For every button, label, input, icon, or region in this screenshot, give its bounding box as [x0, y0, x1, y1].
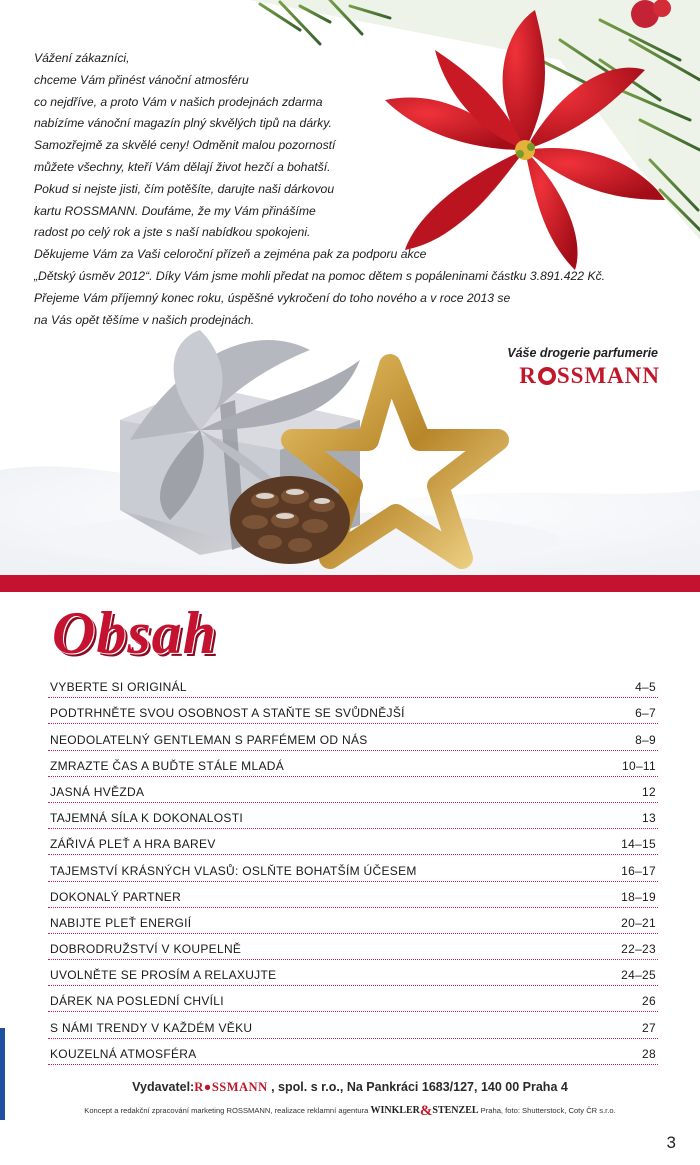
toc-title: PODTRHNĚTE SVOU OSOBNOST A STAŇTE SE SVŮDNĚJŠÍ — [50, 706, 405, 721]
toc-pages: 20–21 — [621, 915, 656, 930]
publisher-address: , spol. s r.o., Na Pankráci 1683/127, 140 00 Praha 4 — [271, 1080, 568, 1094]
logo-text-left: R — [519, 363, 537, 388]
letter-line: kartu ROSSMANN. Doufáme, že my Vám přinášíme — [34, 203, 316, 218]
agency-ampersand: & — [419, 1103, 433, 1119]
toc-row[interactable] — [48, 672, 658, 698]
toc-pages: 14–15 — [621, 837, 656, 852]
toc-title: TAJEMSTVÍ KRÁSNÝCH VLASŮ: OSLŇTE BOHATŠÍM ÚČESEM — [50, 863, 417, 878]
toc-pages: 13 — [642, 811, 656, 826]
greeting-letter — [34, 48, 654, 331]
publisher-logo-left: R — [194, 1080, 204, 1094]
toc-title: KOUZELNÁ ATMOSFÉRA — [50, 1046, 197, 1061]
page-number: 3 — [666, 1133, 676, 1152]
letter-line: Přejeme Vám příjemný konec roku, úspěšné vykročení do toho nového a v roce 2013 se — [34, 290, 511, 305]
letter-line: na Vás opět těšíme v našich prodejnách. — [34, 312, 255, 327]
letter-line: Samozřejmě za skvělé ceny! Odměnit malou pozorností — [34, 138, 336, 153]
logo-text-right: SSMANN — [556, 363, 660, 388]
letter-line: co nejdříve, a proto Vám v našich prodejnách zdarma — [34, 94, 323, 109]
toc-title: UVOLNĚTE SE PROSÍM A RELAXUJTE — [50, 968, 277, 983]
toc-pages: 16–17 — [621, 863, 656, 878]
table-of-contents — [48, 672, 658, 1065]
publisher-logo: R●SSMANN — [194, 1080, 268, 1094]
toc-title: ZMRAZTE ČAS A BUĎTE STÁLE MLADÁ — [50, 758, 285, 773]
rossmann-logo — [519, 363, 660, 389]
toc-title: JASNÁ HVĚZDA — [50, 784, 145, 799]
toc-row[interactable] — [48, 882, 658, 908]
toc-pages: 10–11 — [622, 758, 656, 773]
toc-row[interactable] — [48, 960, 658, 986]
red-divider-band — [0, 575, 700, 592]
letter-line: chceme Vám přinést vánoční atmosféru — [34, 72, 249, 87]
toc-title: NEODOLATELNÝ GENTLEMAN S PARFÉMEM OD NÁS — [50, 732, 368, 747]
toc-pages: 6–7 — [635, 706, 656, 721]
agency-name-b: STENZEL — [432, 1105, 479, 1116]
toc-row[interactable] — [48, 777, 658, 803]
toc-row[interactable] — [48, 908, 658, 934]
toc-title: DÁREK NA POSLEDNÍ CHVÍLI — [50, 994, 224, 1009]
letter-line: „Dětský úsměv 2012“. Díky Vám jsme mohli předat na pomoc dětem s popáleninami částku 3.891.422 Kč. — [34, 268, 606, 283]
letter-line: můžete všechny, kteří Vám dělají život hezčí a bohatší. — [34, 159, 331, 174]
toc-pages: 12 — [642, 784, 656, 799]
contents-heading: Obsah — [52, 600, 218, 666]
toc-row[interactable] — [48, 803, 658, 829]
publisher-logo-right: SSMANN — [211, 1080, 268, 1094]
toc-pages: 18–19 — [621, 889, 656, 904]
toc-title: ZÁŘIVÁ PLEŤ A HRA BAREV — [50, 837, 216, 852]
toc-pages: 8–9 — [635, 732, 656, 747]
toc-title: DOKONALÝ PARTNER — [50, 889, 182, 904]
toc-row[interactable] — [48, 934, 658, 960]
letter-line: Děkujeme Vám za Vaši celoroční přízeň a zejména pak za podporu akce — [34, 247, 427, 262]
toc-pages: 22–23 — [621, 942, 656, 957]
toc-title: DOBRODRUŽSTVÍ V KOUPELNĚ — [50, 942, 242, 957]
credits-prefix: Koncept a redakční zpracování marketing ROSSMANN, realizace reklamní agentura — [84, 1106, 369, 1115]
publisher-prefix: Vydavatel: — [132, 1080, 195, 1094]
toc-row[interactable] — [48, 855, 658, 881]
toc-row[interactable] — [48, 1012, 658, 1038]
toc-row[interactable] — [48, 1039, 658, 1065]
letter-line: Vážení zákazníci, — [34, 51, 130, 65]
toc-pages: 4–5 — [635, 680, 656, 695]
pine-cone — [230, 476, 350, 564]
toc-row[interactable] — [48, 986, 658, 1012]
toc-pages: 24–25 — [621, 968, 656, 983]
toc-row[interactable] — [48, 724, 658, 750]
toc-pages: 27 — [642, 1020, 656, 1035]
agency-name-a: WINKLER — [370, 1105, 420, 1116]
hero-section — [0, 0, 700, 575]
logo-circle-icon — [538, 367, 556, 385]
toc-title: TAJEMNÁ SÍLA K DOKONALOSTI — [50, 811, 243, 826]
toc-title: VYBERTE SI ORIGINÁL — [50, 680, 187, 695]
toc-pages: 26 — [642, 994, 656, 1009]
brand-tagline: Váše drogerie parfumerie — [507, 346, 658, 360]
toc-title: S NÁMI TRENDY V KAŽDÉM VĚKU — [50, 1020, 253, 1035]
letter-line: nabízíme vánoční magazín plný skvělých tipů na dárky. — [34, 116, 332, 131]
letter-line: Pokud si nejste jisti, čím potěšíte, darujte naši dárkovou — [34, 181, 335, 196]
toc-row[interactable] — [48, 829, 658, 855]
toc-pages: 28 — [642, 1046, 656, 1061]
toc-row[interactable] — [48, 751, 658, 777]
letter-line: radost po celý rok a jste s naší nabídkou spokojeni. — [34, 225, 311, 240]
toc-title: NABIJTE PLEŤ ENERGIÍ — [50, 915, 192, 930]
credits-suffix: Praha, foto: Shutterstock, Coty ČR s.r.o. — [480, 1106, 616, 1115]
credits-line — [0, 1103, 700, 1120]
toc-row[interactable] — [48, 698, 658, 724]
publisher-line — [0, 1080, 700, 1095]
